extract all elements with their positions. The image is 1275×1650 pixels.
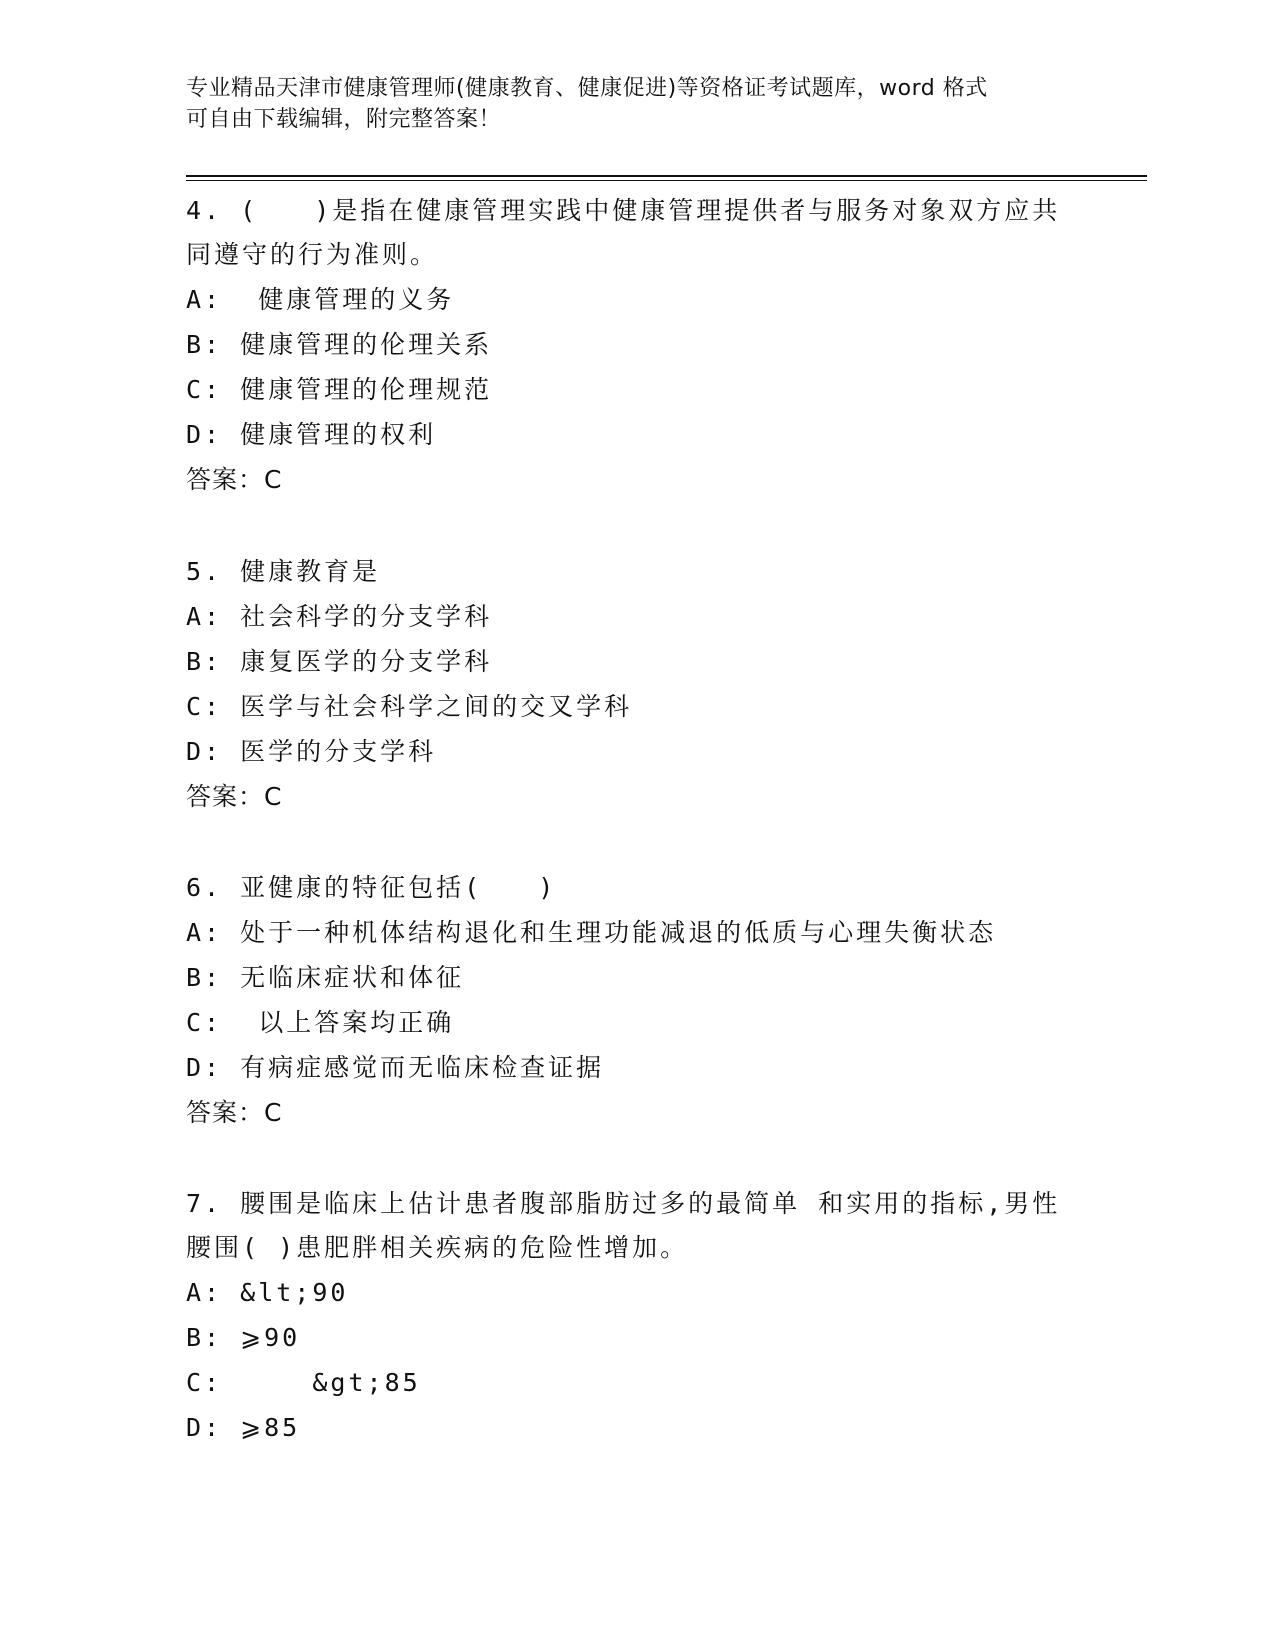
question-4 bbox=[186, 189, 1086, 502]
option-a: A: 健康管理的义务 bbox=[186, 285, 455, 314]
option-d: D: 医学的分支学科 bbox=[186, 737, 437, 766]
option-c: C: 以上答案均正确 bbox=[186, 1008, 455, 1037]
document-header bbox=[186, 73, 1086, 135]
header-title-line-1: 专业精品天津市健康管理师(健康教育、健康促进)等资格证考试题库，word 格式 bbox=[186, 76, 988, 101]
question-stem: 6. 亚健康的特征包括( ) bbox=[186, 873, 557, 902]
question-7 bbox=[186, 1182, 1086, 1450]
option-d: D: ⩾85 bbox=[186, 1413, 301, 1442]
option-b: B: 康复医学的分支学科 bbox=[186, 647, 493, 676]
option-a: A: 处于一种机体结构退化和生理功能减退的低质与心理失衡状态 bbox=[186, 918, 997, 947]
option-a: A: &lt;90 bbox=[186, 1278, 349, 1307]
header-rule-thick bbox=[186, 175, 1147, 177]
answer-line: 答案：C bbox=[186, 1098, 283, 1127]
option-d: D: 健康管理的权利 bbox=[186, 420, 437, 449]
option-b: B: 无临床症状和体征 bbox=[186, 963, 465, 992]
question-5 bbox=[186, 550, 1086, 819]
option-c: C: 健康管理的伦理规范 bbox=[186, 375, 493, 404]
answer-line: 答案：C bbox=[186, 782, 283, 811]
header-rule-thin bbox=[186, 180, 1147, 181]
question-stem: 7. 腰围是临床上估计患者腹部脂肪过多的最简单 和实用的指标,男性腰围( )患肥胖相关疾病的危险性增加。 bbox=[186, 1189, 1061, 1262]
question-stem: 4. ( )是指在健康管理实践中健康管理提供者与服务对象双方应共同遵守的行为准则。 bbox=[186, 196, 1061, 269]
question-stem: 5. 健康教育是 bbox=[186, 557, 381, 586]
option-d: D: 有病症感觉而无临床检查证据 bbox=[186, 1053, 605, 1082]
option-b: B: ⩾90 bbox=[186, 1323, 301, 1352]
option-b: B: 健康管理的伦理关系 bbox=[186, 330, 493, 359]
option-c: C: 医学与社会科学之间的交叉学科 bbox=[186, 692, 633, 721]
header-title-line-2: 可自由下载编辑，附完整答案！ bbox=[186, 107, 502, 132]
question-6 bbox=[186, 866, 1086, 1135]
answer-line: 答案：C bbox=[186, 465, 283, 494]
option-a: A: 社会科学的分支学科 bbox=[186, 602, 493, 631]
option-c: C: &gt;85 bbox=[186, 1368, 421, 1397]
